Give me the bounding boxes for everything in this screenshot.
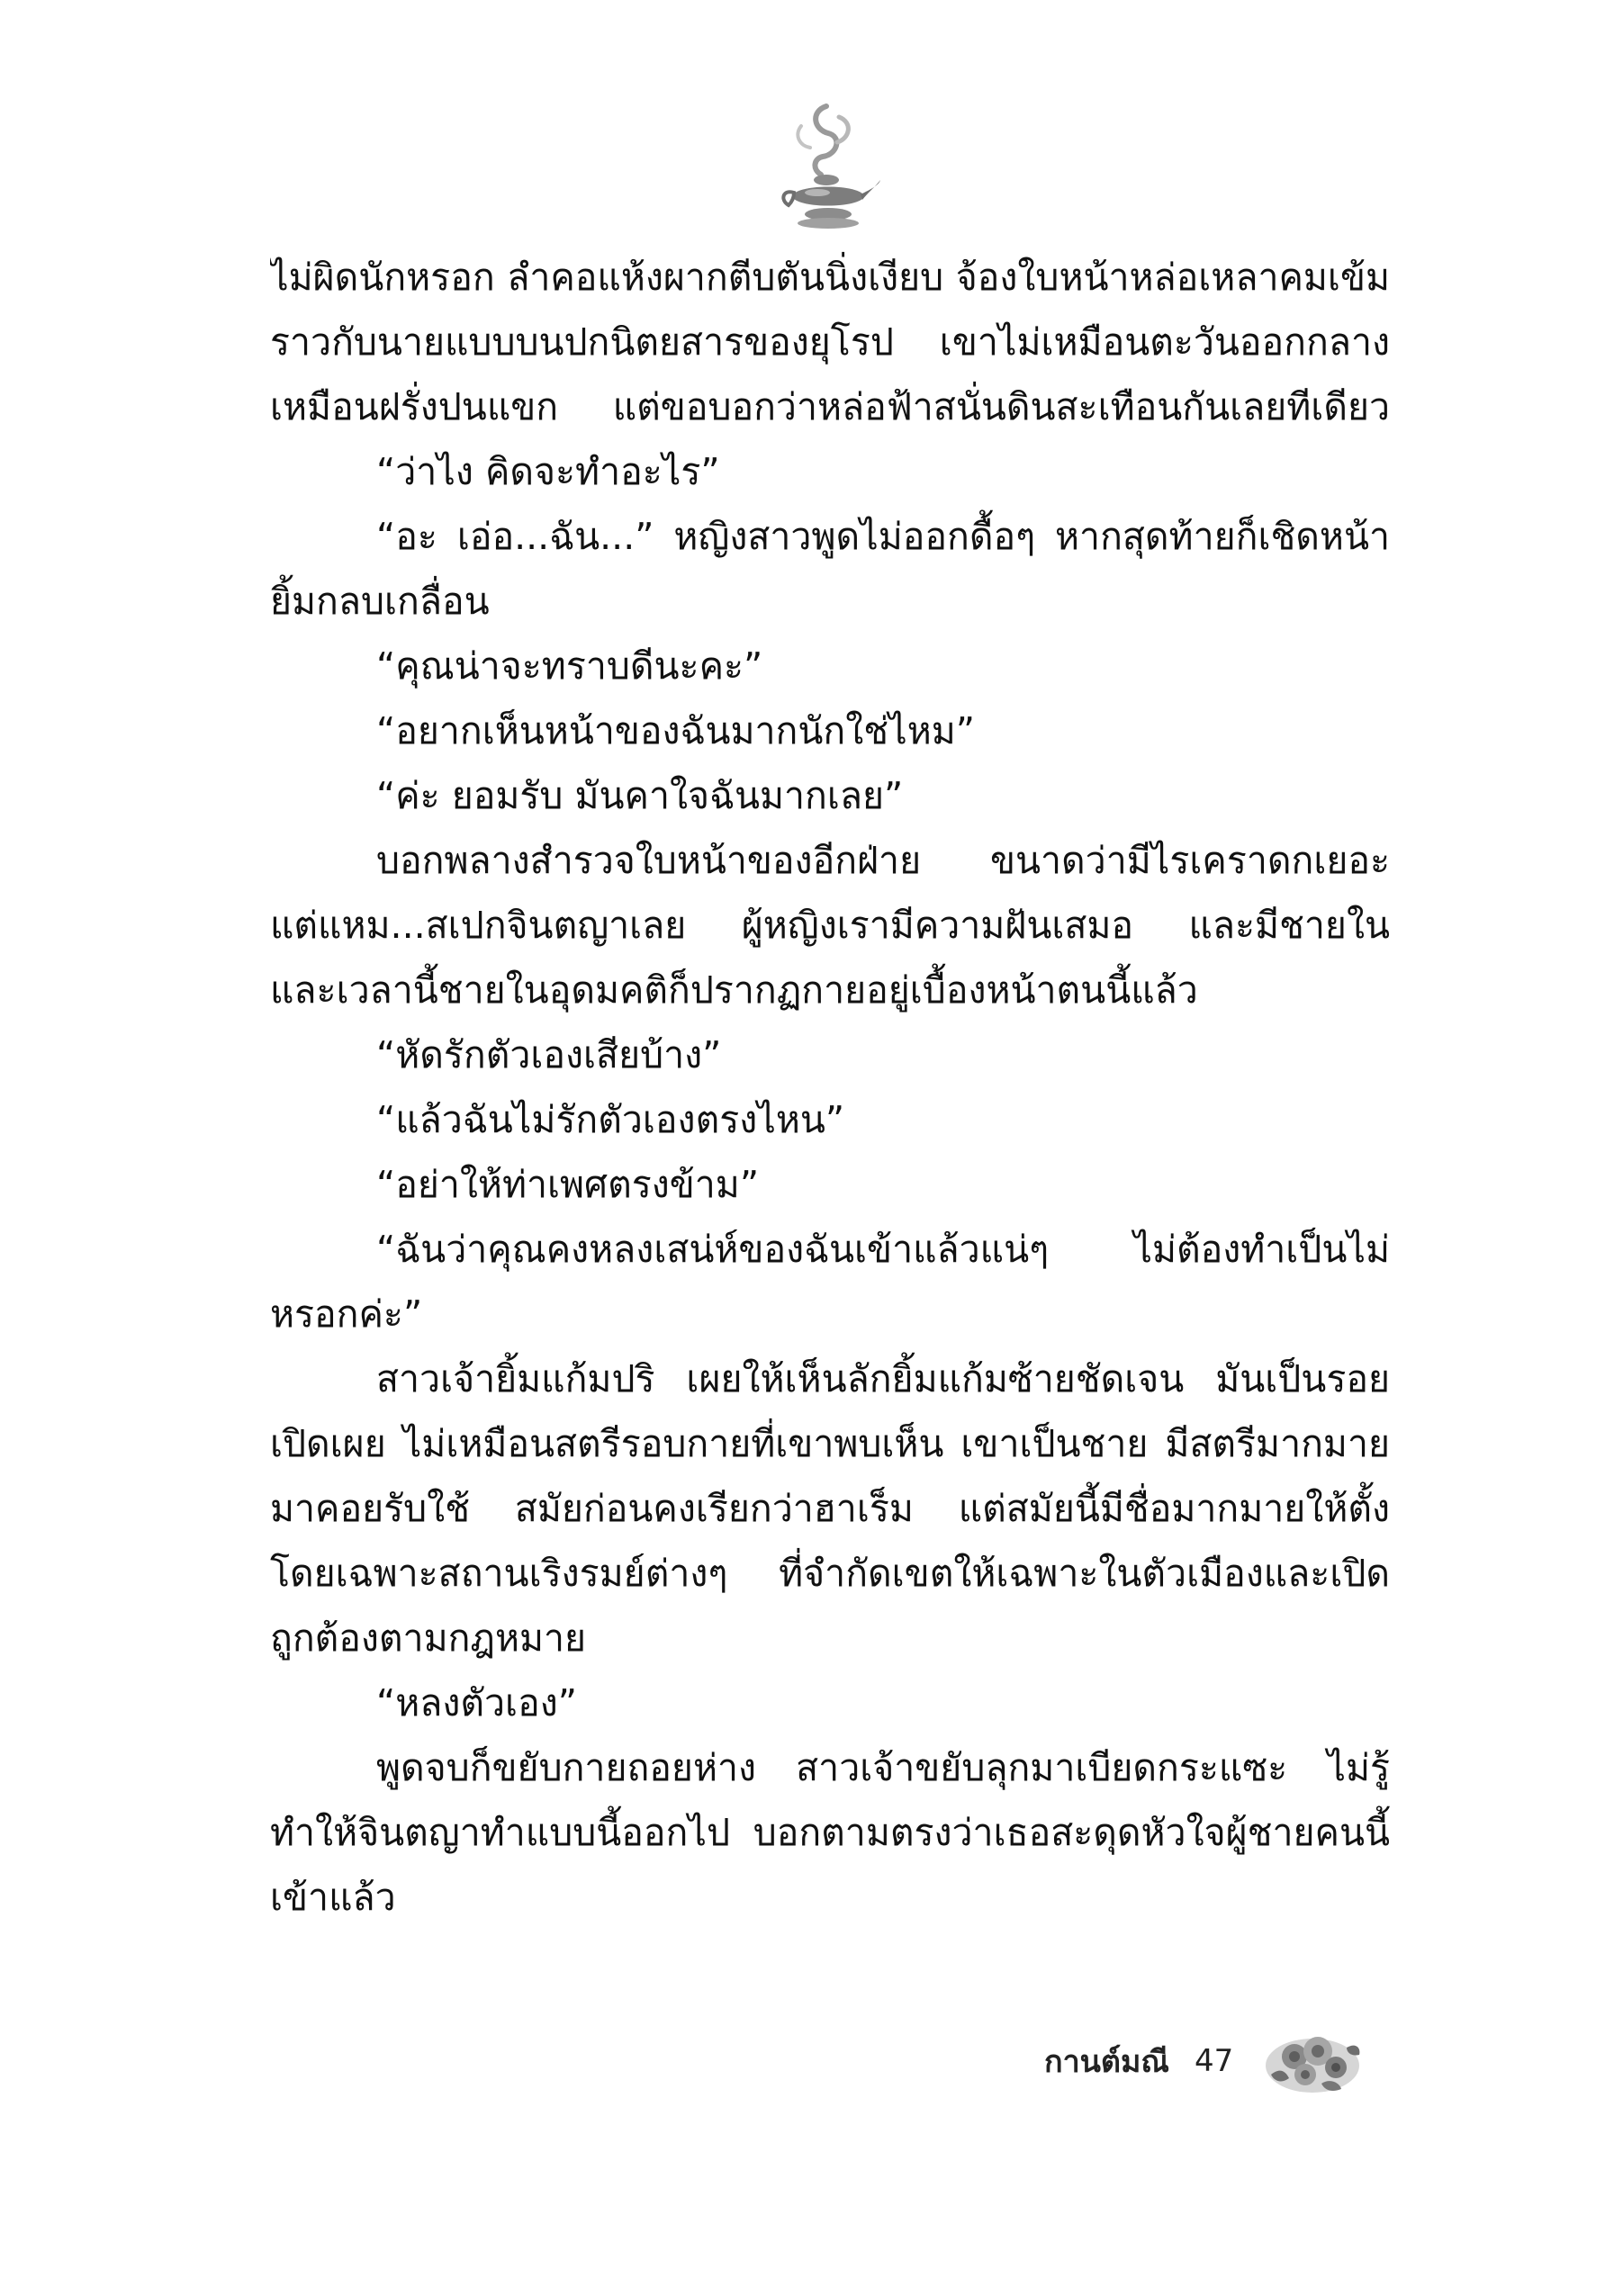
text-line: “หลงตัวเอง”	[376, 1681, 577, 1724]
text-line: แต่แหม...สเปกจินตญาเลย ผู้หญิงเรามีความฝันเสมอ และมีชายใน	[270, 904, 1390, 947]
text-line: ทำให้จินตญาทำแบบนี้ออกไป บอกตามตรงว่าเธอสะดุดหัวใจผู้ชายคนนี้	[270, 1811, 1390, 1854]
text-line: เปิดเผย ไม่เหมือนสตรีรอบกายที่เขาพบเห็น เขาเป็นชาย มีสตรีมากมาย	[270, 1422, 1390, 1465]
text-line: “อะ เอ่อ...ฉัน...” หญิงสาวพูดไม่ออกดื้อๆ หากสุดท้ายก็เชิดหน้า	[376, 515, 1390, 558]
text-line: “หัดรักตัวเองเสียบ้าง”	[376, 1033, 722, 1076]
text-line: หรอกค่ะ”	[270, 1292, 423, 1336]
page-footer	[1044, 2030, 1366, 2093]
text-line: ราวกับนายแบบบนปกนิตยสารของยุโรป เขาไม่เหมือนตะวันออกกลาง	[270, 320, 1390, 364]
text-line: “อย่าให้ท่าเพศตรงข้าม”	[376, 1163, 760, 1206]
text-line: ถูกต้องตามกฎหมาย	[270, 1616, 587, 1660]
page-number: 47	[1194, 2043, 1234, 2079]
text-line: สาวเจ้ายิ้มแก้มปริ เผยให้เห็นลักยิ้มแก้มซ้ายชัดเจน มันเป็นรอย	[376, 1357, 1390, 1400]
text-line: “ว่าไง คิดจะทำอะไร”	[376, 450, 720, 493]
text-line: เข้าแล้ว	[270, 1876, 396, 1919]
flower-bouquet-icon	[1258, 2021, 1366, 2102]
text-line: โดยเฉพาะสถานเริงรมย์ต่างๆ ที่จำกัดเขตให้เฉพาะในตัวเมืองและเปิด	[270, 1552, 1390, 1595]
book-title: กานต์มณี	[1044, 2044, 1169, 2080]
magic-lamp-icon	[774, 99, 882, 234]
text-line: มาคอยรับใช้ สมัยก่อนคงเรียกว่าฮาเร็ม แต่สมัยนี้มีชื่อมากมายให้ตั้ง	[270, 1487, 1390, 1530]
text-line: เหมือนฝรั่งปนแขก แต่ขอบอกว่าหล่อฟ้าสนั่นดินสะเทือนกันเลยทีเดียว	[270, 385, 1390, 428]
text-line: และเวลานี้ชายในอุดมคติก็ปรากฏกายอยู่เบื้องหน้าตนนี้แล้ว	[270, 968, 1198, 1012]
text-line: พูดจบก็ขยับกายถอยห่าง สาวเจ้าขยับลุกมาเบียดกระแซะ ไม่รู้	[376, 1746, 1390, 1789]
text-line: “อยากเห็นหน้าของฉันมากนักใช่ไหม”	[376, 709, 975, 752]
body-text	[270, 245, 1390, 1930]
text-line: “แล้วฉันไม่รักตัวเองตรงไหน”	[376, 1098, 845, 1141]
text-line: ไม่ผิดนักหรอก ลำคอแห้งผากตีบตันนิ่งเงียบ จ้องใบหน้าหล่อเหลาคมเข้ม	[270, 256, 1390, 299]
text-line: “คุณน่าจะทราบดีนะคะ”	[376, 644, 763, 688]
text-line: “ค่ะ ยอมรับ มันคาใจฉันมากเลย”	[376, 774, 904, 817]
text-line: บอกพลางสำรวจใบหน้าของอีกฝ่าย ขนาดว่ามีไรเคราดกเยอะ	[376, 839, 1390, 882]
text-line: ยิ้มกลบเกลื่อน	[270, 580, 490, 623]
text-line: “ฉันว่าคุณคงหลงเสน่ห์ของฉันเข้าแล้วแน่ๆ ไม่ต้องทำเป็นไม่	[376, 1228, 1390, 1271]
